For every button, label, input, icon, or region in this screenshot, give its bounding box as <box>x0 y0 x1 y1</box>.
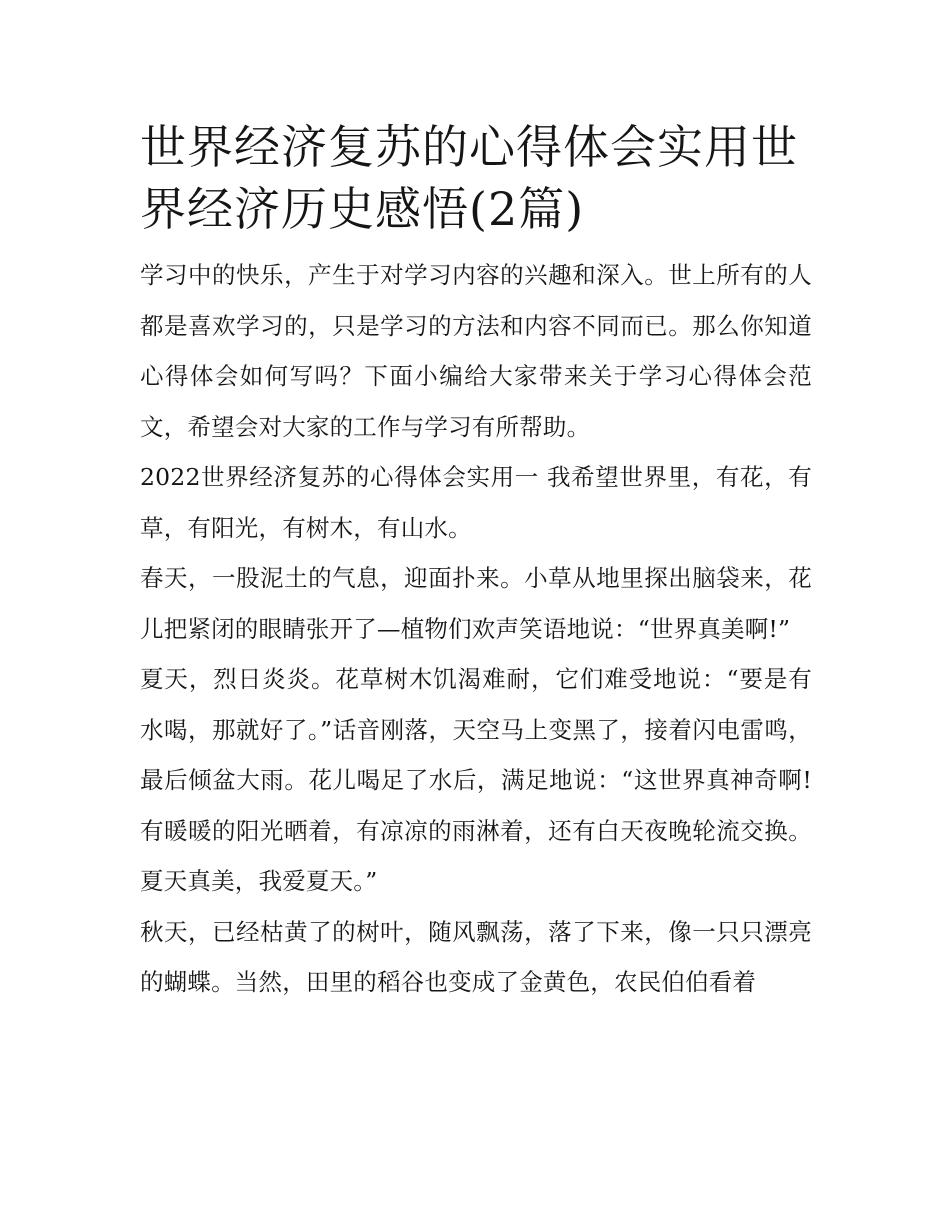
paragraph-autumn: 秋天，已经枯黄了的树叶，随风飘荡，落了下来，像一只只漂亮的蝴蝶。当然，田里的稻谷也变成了金黄色，农民伯伯看着 <box>140 917 812 996</box>
document-body <box>140 116 812 1008</box>
paragraph-essay-opening: 2022世界经济复苏的心得体会实用一 我希望世界里，有花，有草，有阳光，有树木，有山水。 <box>140 463 812 542</box>
document-title: 世界经济复苏的心得体会实用世界经济历史感悟(2篇) <box>140 120 798 236</box>
paragraph-intro: 学习中的快乐，产生于对学习内容的兴趣和深入。世上所有的人都是喜欢学习的，只是学习的方法和内容不同而已。那么你知道心得体会如何写吗？下面小编给大家带来关于学习心得体会范文，希望会对大家的工作与学习有所帮助。 <box>140 261 812 441</box>
paragraph-summer: 夏天，烈日炎炎。花草树木饥渴难耐，它们难受地说：“要是有水喝，那就好了。”话音刚落，天空马上变黑了，接着闪电雷鸣，最后倾盆大雨。花儿喝足了水后，满足地说：“这世界真神奇啊!有暖暖的阳光晒着，有凉凉的雨淋着，还有白天夜晚轮流交换。夏天真美，我爱夏天。” <box>140 665 812 895</box>
paragraph-spring: 春天，一股泥土的气息，迎面扑来。小草从地里探出脑袋来，花儿把紧闭的眼睛张开了—植物们欢声笑语地说：“世界真美啊!” <box>140 564 812 643</box>
